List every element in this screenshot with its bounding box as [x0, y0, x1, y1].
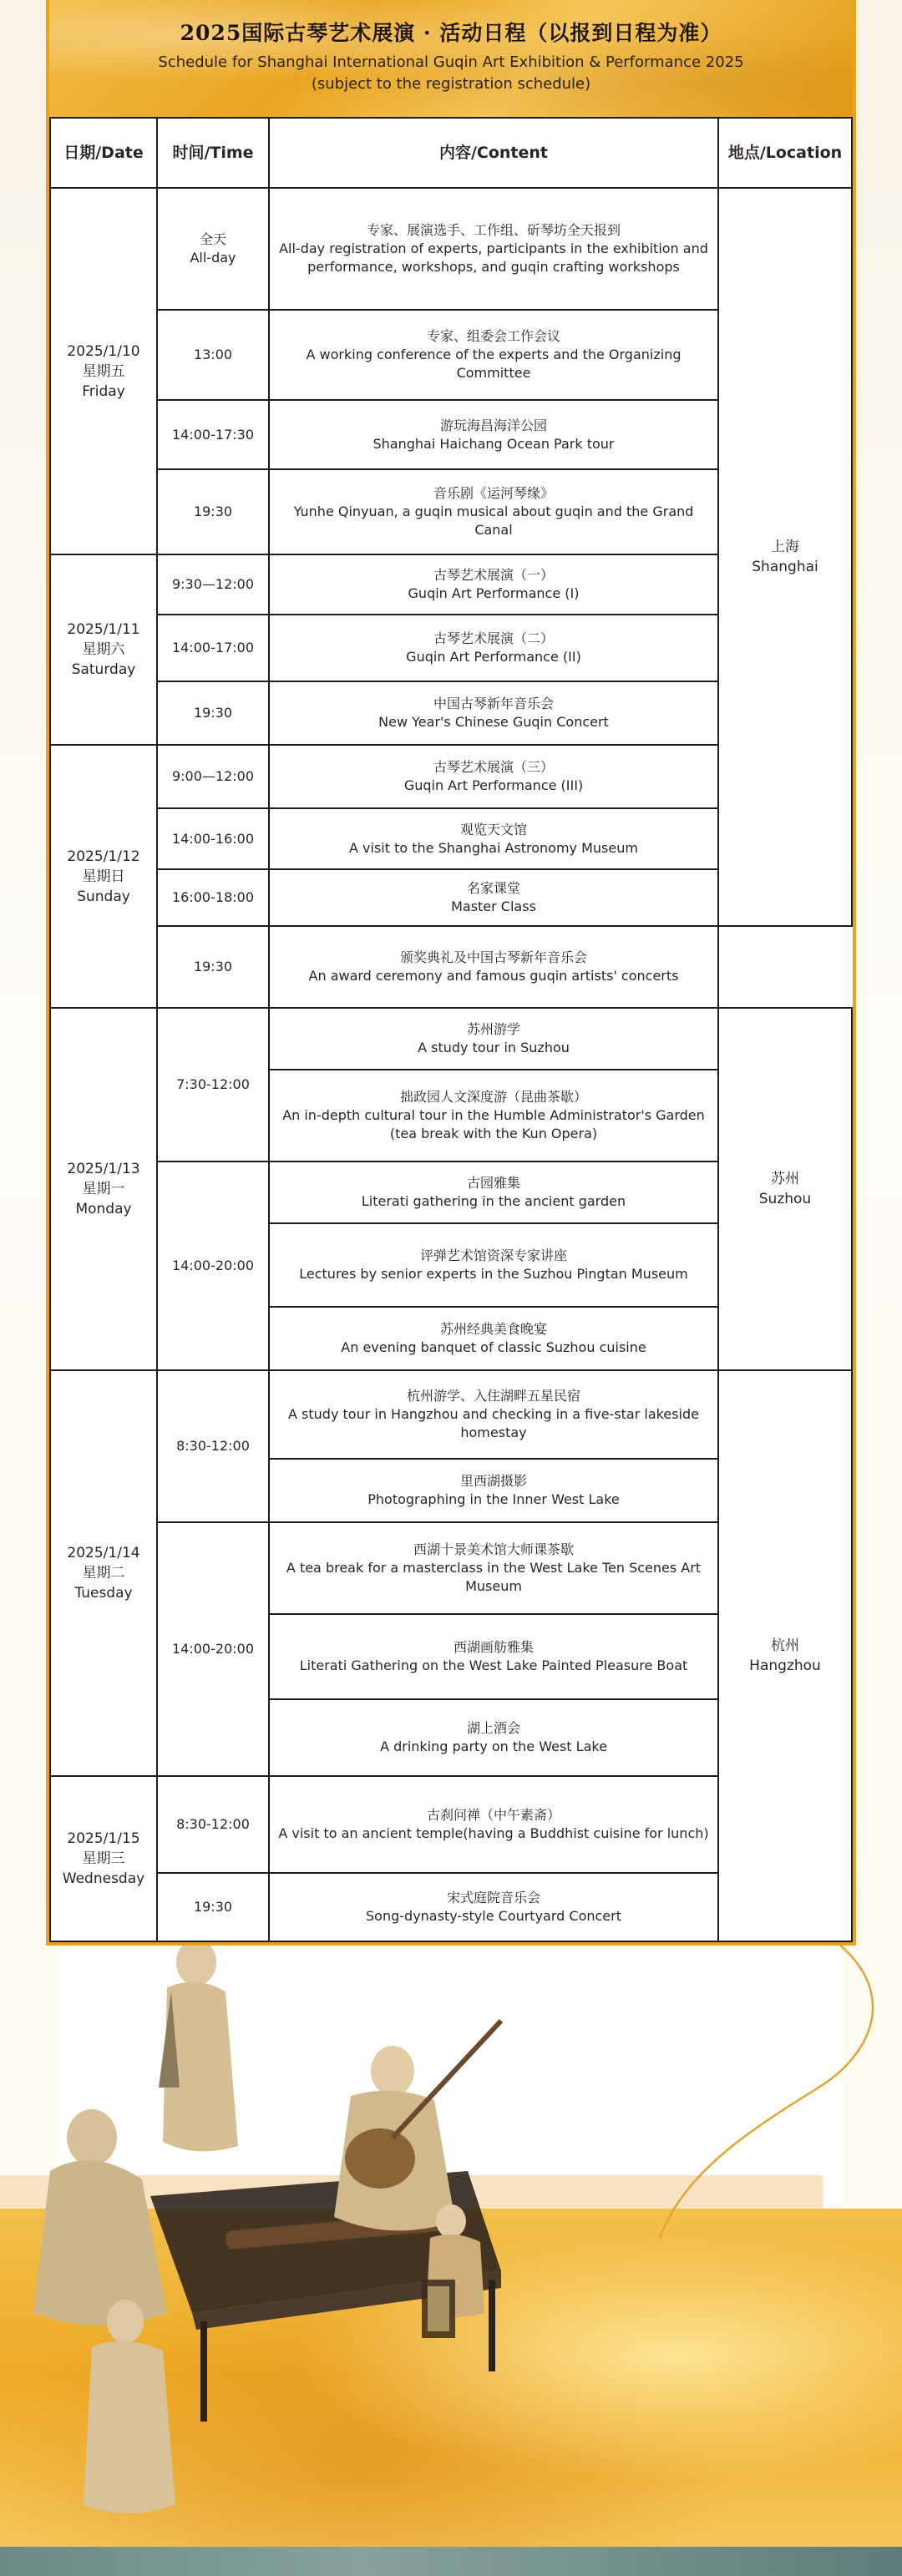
- content-cell: [269, 469, 718, 554]
- location-zh: 杭州: [771, 1637, 799, 1654]
- table-row: [50, 926, 852, 1008]
- time-cell: 14:00-20:00: [157, 1522, 269, 1776]
- weekday-zh: 星期二: [82, 1565, 125, 1582]
- time-cell: 13:00: [157, 310, 269, 400]
- header-location: 地点/Location: [718, 118, 852, 188]
- content-zh: 游玩海昌海洋公园: [439, 417, 547, 433]
- content-cell: [269, 926, 718, 1008]
- thread-line: [660, 1921, 873, 2238]
- content-en: An award ceremony and famous guqin artists' concerts: [308, 968, 679, 984]
- time-cell: 9:30—12:00: [157, 554, 269, 615]
- location-en: Suzhou: [758, 1191, 812, 1207]
- content-zh: 音乐剧《运河琴缘》: [433, 485, 554, 501]
- weekday-en: Friday: [82, 382, 125, 400]
- content-cell: [269, 1307, 718, 1370]
- decorative-painting: [0, 1921, 902, 2576]
- content-cell: [269, 681, 718, 745]
- content-en: Master Class: [451, 898, 536, 914]
- content-cell: [269, 1776, 718, 1873]
- pipa-instrument: [345, 2128, 415, 2189]
- schedule-panel: [46, 0, 856, 1946]
- content-zh: 宋式庭院音乐会: [446, 1890, 540, 1905]
- time-cell: 16:00-18:00: [157, 869, 269, 926]
- time-text-en: All-day: [190, 250, 236, 266]
- time-cell: 19:30: [157, 926, 269, 1008]
- content-en: A study tour in Hangzhou and checking in a five-star lakeside homestay: [288, 1406, 699, 1440]
- figure-head: [371, 2046, 414, 2096]
- content-en: A drinking party on the West Lake: [380, 1738, 607, 1754]
- musicians-illustration-icon: [0, 1921, 902, 2576]
- time-cell: 14:00-16:00: [157, 808, 269, 869]
- time-text: 全天: [199, 231, 226, 247]
- page-title: 2025国际古琴艺术展演 · 活动日程（以报到日程为准）: [180, 21, 722, 45]
- content-zh: 杭州游学、入住湖畔五星民宿: [406, 1388, 580, 1404]
- date-text: 2025/1/10: [67, 342, 140, 360]
- time-cell: 7:30-12:00: [157, 1008, 269, 1161]
- content-zh: 评弹艺术馆资深专家讲座: [419, 1248, 567, 1263]
- schedule-table: [49, 117, 853, 1942]
- header-content: 内容/Content: [269, 118, 718, 188]
- content-en: New Year's Chinese Guqin Concert: [378, 714, 609, 730]
- content-en: Guqin Art Performance (II): [406, 649, 581, 665]
- weekday-en: Wednesday: [62, 1870, 145, 1887]
- weekday-en: Monday: [75, 1201, 132, 1217]
- weekday-zh: 星期日: [82, 868, 125, 885]
- content-en: Lectures by senior experts in the Suzhou Pingtan Museum: [299, 1266, 688, 1282]
- content-cell: [269, 188, 718, 310]
- content-cell: [269, 1699, 718, 1776]
- date-cell: [50, 1008, 157, 1370]
- content-zh: 西湖画舫雅集: [453, 1639, 534, 1655]
- time-cell: 8:30-12:00: [157, 1370, 269, 1522]
- content-cell: [269, 1873, 718, 1941]
- time-cell: 14:00-17:00: [157, 615, 269, 681]
- content-cell: [269, 1161, 718, 1223]
- table-row: [50, 1008, 852, 1070]
- weekday-zh: 星期五: [82, 362, 125, 380]
- content-en: Photographing in the Inner West Lake: [367, 1491, 620, 1507]
- content-cell: [269, 869, 718, 926]
- content-cell: [269, 1522, 718, 1614]
- time-cell: 19:30: [157, 1873, 269, 1941]
- content-cell: [269, 1223, 718, 1307]
- content-en: A visit to an ancient temple(having a Buddhist cuisine for lunch): [278, 1825, 709, 1841]
- time-cell: 8:30-12:00: [157, 1776, 269, 1873]
- header-date: 日期/Date: [50, 118, 157, 188]
- date-text: 2025/1/14: [67, 1545, 140, 1561]
- content-zh: 颁奖典礼及中国古琴新年音乐会: [399, 949, 587, 965]
- location-cell: [718, 188, 852, 926]
- date-cell: [50, 554, 157, 745]
- content-zh: 湖上酒会: [466, 1720, 520, 1736]
- time-cell: 19:30: [157, 681, 269, 745]
- content-en: All-day registration of experts, participants in the exhibition and performance, workshops, and guqin crafting workshops: [279, 240, 708, 275]
- date-cell: [50, 1776, 157, 1941]
- content-zh: 古园雅集: [466, 1175, 520, 1191]
- content-en: Literati Gathering on the West Lake Painted Pleasure Boat: [299, 1657, 688, 1673]
- page-subtitle: [49, 52, 853, 95]
- content-zh: 古琴艺术展演（二）: [433, 630, 554, 646]
- content-cell: [269, 554, 718, 615]
- date-text: 2025/1/15: [67, 1830, 140, 1847]
- content-en: An in-depth cultural tour in the Humble Administrator's Garden (tea break with the Kun Opera): [282, 1107, 705, 1141]
- location-zh: 苏州: [771, 1171, 799, 1187]
- content-zh: 苏州经典美食晚宴: [439, 1321, 547, 1337]
- content-zh: 里西湖摄影: [459, 1473, 527, 1489]
- location-zh: 上海: [771, 539, 799, 555]
- content-zh: 西湖十景美术馆大师课茶歇: [413, 1541, 574, 1557]
- location-cell: [718, 1008, 852, 1370]
- time-cell: [157, 188, 269, 310]
- schedule-header: [49, 0, 853, 117]
- date-cell: [50, 1370, 157, 1776]
- content-zh: 古刹问禅（中午素斋）: [426, 1807, 560, 1823]
- table-row: [50, 1370, 852, 1459]
- time-cell: 19:30: [157, 469, 269, 554]
- location-en: Shanghai: [752, 559, 818, 575]
- content-en: A tea break for a masterclass in the West Lake Ten Scenes Art Museum: [286, 1560, 702, 1594]
- content-en: A working conference of the experts and the Organizing Committee: [306, 347, 682, 381]
- location-cell: [718, 1370, 852, 1941]
- content-en: Guqin Art Performance (I): [408, 585, 580, 601]
- content-en: Song-dynasty-style Courtyard Concert: [366, 1908, 621, 1924]
- date-text: 2025/1/12: [67, 848, 140, 865]
- subtitle-line-1: Schedule for Shanghai International Guqin Art Exhibition & Performance 2025: [158, 53, 744, 71]
- weekday-zh: 星期三: [82, 1850, 125, 1867]
- date-text: 2025/1/11: [67, 621, 140, 638]
- content-zh: 拙政园人文深度游（昆曲茶歇）: [399, 1089, 587, 1105]
- subtitle-line-2: (subject to the registration schedule): [311, 75, 591, 93]
- header-time: 时间/Time: [157, 118, 269, 188]
- weekday-en: Tuesday: [74, 1585, 133, 1602]
- content-cell: [269, 745, 718, 808]
- weekday-en: Saturday: [71, 661, 136, 678]
- weekday-en: Sunday: [77, 888, 130, 905]
- content-en: Literati gathering in the ancient garden: [361, 1193, 626, 1209]
- content-en: Guqin Art Performance (III): [403, 777, 584, 793]
- content-en: Shanghai Haichang Ocean Park tour: [372, 435, 615, 452]
- content-en: Yunhe Qinyuan, a guqin musical about guqin and the Grand Canal: [293, 504, 694, 538]
- table-row: [50, 188, 852, 310]
- location-en: Hangzhou: [749, 1657, 821, 1674]
- figure-head: [176, 1939, 216, 1986]
- content-cell: [269, 1459, 718, 1522]
- content-en: A study tour in Suzhou: [418, 1040, 570, 1055]
- content-cell: [269, 310, 718, 400]
- date-text: 2025/1/13: [67, 1161, 140, 1177]
- time-cell: 9:00—12:00: [157, 745, 269, 808]
- weekday-zh: 星期六: [82, 641, 125, 658]
- content-zh: 名家课堂: [466, 880, 520, 896]
- content-en: An evening banquet of classic Suzhou cuisine: [341, 1339, 646, 1355]
- date-cell: [50, 188, 157, 554]
- content-en: A visit to the Shanghai Astronomy Museum: [349, 839, 638, 856]
- time-cell: 14:00-17:30: [157, 400, 269, 469]
- content-zh: 专家、组委会工作会议: [426, 328, 560, 344]
- content-zh: 观览天文馆: [459, 821, 527, 838]
- content-zh: 专家、展演选手、工作组、斫琴坊全天报到: [366, 222, 621, 238]
- content-cell: [269, 400, 718, 469]
- time-cell: 14:00-20:00: [157, 1161, 269, 1370]
- figure-robe: [33, 2160, 167, 2325]
- date-cell: [50, 745, 157, 1008]
- content-cell: [269, 615, 718, 681]
- content-zh: 中国古琴新年音乐会: [433, 696, 554, 711]
- content-cell: [269, 1370, 718, 1459]
- content-cell: [269, 808, 718, 869]
- content-cell: [269, 1008, 718, 1070]
- content-zh: 古琴艺术展演（三）: [433, 759, 554, 775]
- figure-head: [67, 2109, 117, 2166]
- weekday-zh: 星期一: [82, 1181, 125, 1197]
- content-zh: 古琴艺术展演（一）: [433, 567, 554, 583]
- table-header-row: [50, 118, 852, 188]
- content-zh: 苏州游学: [466, 1021, 520, 1037]
- content-cell: [269, 1070, 718, 1161]
- content-cell: [269, 1614, 718, 1699]
